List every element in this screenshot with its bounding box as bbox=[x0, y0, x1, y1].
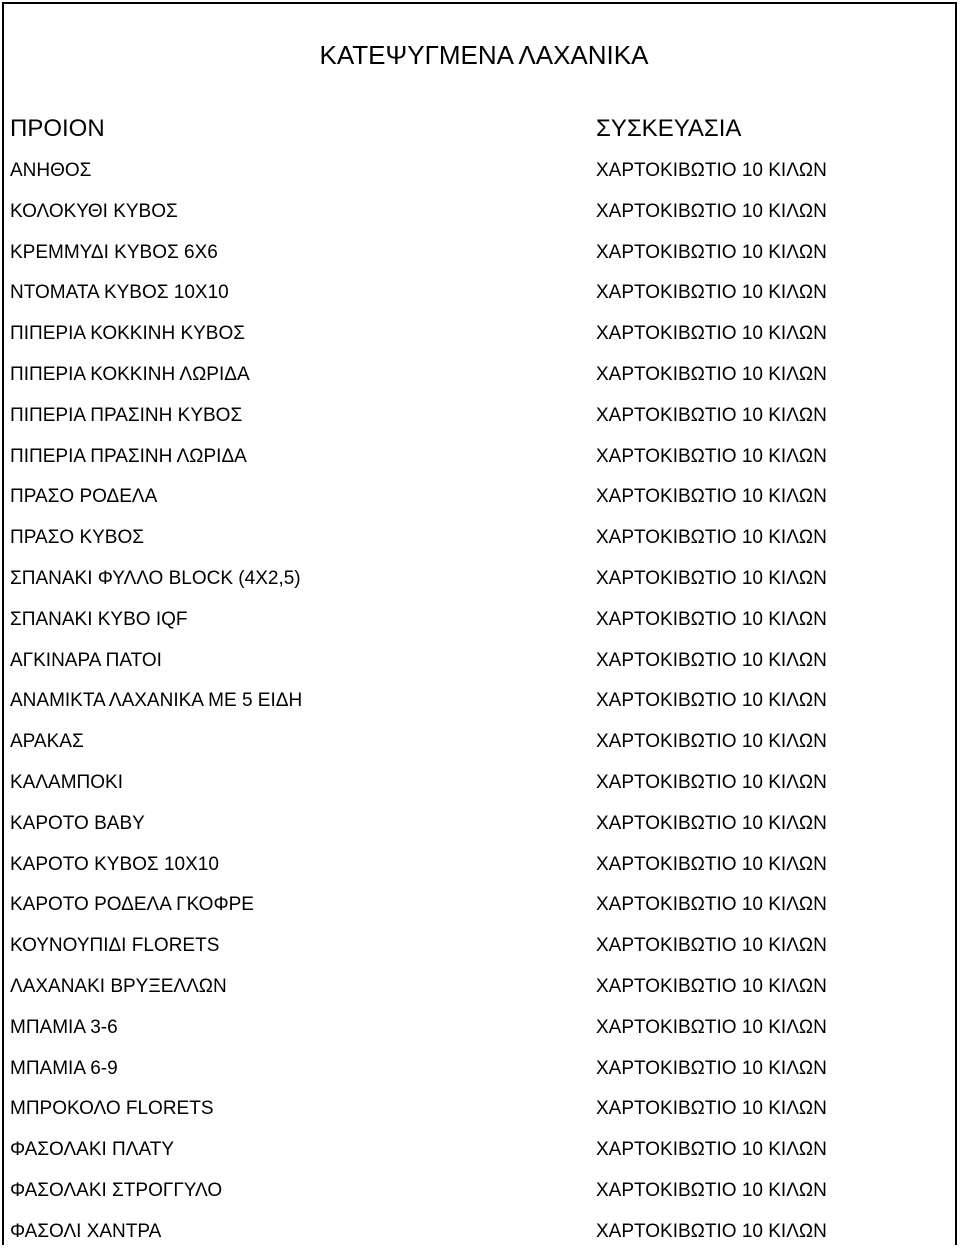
table-row bbox=[0, 236, 960, 277]
packaging-cell: ΧΑΡΤΟΚΙΒΩΤΙΟ 10 ΚΙΛΩΝ bbox=[596, 771, 827, 793]
product-name-cell: ΦΑΣΟΛΙ ΧΑΝΤΡΑ bbox=[10, 1220, 162, 1242]
table-row bbox=[0, 807, 960, 848]
packaging-cell: ΧΑΡΤΟΚΙΒΩΤΙΟ 10 ΚΙΛΩΝ bbox=[596, 323, 827, 345]
packaging-cell: ΧΑΡΤΟΚΙΒΩΤΙΟ 10 ΚΙΛΩΝ bbox=[596, 445, 827, 467]
packaging-cell: ΧΑΡΤΟΚΙΒΩΤΙΟ 10 ΚΙΛΩΝ bbox=[596, 608, 827, 630]
table-row bbox=[0, 195, 960, 236]
table-row bbox=[0, 521, 960, 562]
table-row bbox=[0, 440, 960, 481]
product-name-cell: ΑΝΗΘΟΣ bbox=[10, 160, 92, 181]
table-row bbox=[0, 766, 960, 807]
product-name-cell: ΚΑΡΟΤΟ ΡΟΔΕΛΑ ΓΚΟΦΡΕ bbox=[10, 894, 254, 916]
product-name-cell: ΑΓΚΙΝΑΡΑ ΠΑΤΟΙ bbox=[10, 649, 162, 671]
product-name-cell: ΝΤΟΜΑΤΑ ΚΥΒΟΣ 10Χ10 bbox=[10, 282, 229, 304]
product-name-cell: ΣΠΑΝΑΚΙ ΦΥΛΛΟ BLOCK (4X2,5) bbox=[10, 567, 301, 589]
product-name-cell: ΠΡΑΣΟ ΚΥΒΟΣ bbox=[10, 527, 145, 549]
packaging-cell: ΧΑΡΤΟΚΙΒΩΤΙΟ 10 ΚΙΛΩΝ bbox=[596, 935, 827, 957]
product-name-cell: ΠΙΠΕΡΙΑ ΠΡΑΣΙΝΗ ΚΥΒΟΣ bbox=[10, 404, 243, 426]
packaging-cell: ΧΑΡΤΟΚΙΒΩΤΙΟ 10 ΚΙΛΩΝ bbox=[596, 567, 827, 589]
packaging-cell: ΧΑΡΤΟΚΙΒΩΤΙΟ 10 ΚΙΛΩΝ bbox=[596, 1179, 827, 1201]
table-row bbox=[0, 644, 960, 685]
product-name-cell: ΚΡΕΜΜΥΔΙ ΚΥΒΟΣ 6Χ6 bbox=[10, 241, 218, 263]
product-name-cell: ΜΠΑΜΙΑ 6-9 bbox=[10, 1057, 118, 1079]
product-name-cell: ΠΙΠΕΡΙΑ ΠΡΑΣΙΝΗ ΛΩΡΙΔΑ bbox=[10, 445, 247, 467]
table-row bbox=[0, 1133, 960, 1174]
product-name-cell: ΚΑΡΟΤΟ BABY bbox=[10, 812, 145, 834]
product-name-cell: ΑΡΑΚΑΣ bbox=[10, 731, 84, 753]
packaging-cell: ΧΑΡΤΟΚΙΒΩΤΙΟ 10 ΚΙΛΩΝ bbox=[596, 853, 827, 875]
packaging-cell: ΧΑΡΤΟΚΙΒΩΤΙΟ 10 ΚΙΛΩΝ bbox=[596, 894, 827, 916]
product-name-cell: ΣΠΑΝΑΚΙ ΚΥΒΟ IQF bbox=[10, 608, 188, 630]
table-row bbox=[0, 1011, 960, 1052]
table-row bbox=[0, 358, 960, 399]
packaging-cell: ΧΑΡΤΟΚΙΒΩΤΙΟ 10 ΚΙΛΩΝ bbox=[596, 200, 827, 222]
packaging-cell: ΧΑΡΤΟΚΙΒΩΤΙΟ 10 ΚΙΛΩΝ bbox=[596, 1057, 827, 1079]
column-header-packaging: ΣΥΣΚΕΥΑΣΙΑ bbox=[596, 115, 742, 142]
product-name-cell: ΚΑΡΟΤΟ ΚΥΒΟΣ 10Χ10 bbox=[10, 853, 219, 875]
packaging-cell: ΧΑΡΤΟΚΙΒΩΤΙΟ 10 ΚΙΛΩΝ bbox=[596, 1016, 827, 1038]
table-row bbox=[0, 1174, 960, 1215]
table-row bbox=[0, 684, 960, 725]
table-row bbox=[0, 1052, 960, 1093]
product-name-cell: ΚΑΛΑΜΠΟΚΙ bbox=[10, 771, 123, 793]
table-row bbox=[0, 970, 960, 1011]
product-name-cell: ΚΟΛΟΚΥΘΙ ΚΥΒΟΣ bbox=[10, 200, 178, 222]
packaging-cell: ΧΑΡΤΟΚΙΒΩΤΙΟ 10 ΚΙΛΩΝ bbox=[596, 282, 827, 304]
packaging-cell: ΧΑΡΤΟΚΙΒΩΤΙΟ 10 ΚΙΛΩΝ bbox=[596, 975, 827, 997]
table-row bbox=[0, 603, 960, 644]
product-name-cell: ΦΑΣΟΛΑΚΙ ΠΛΑΤΥ bbox=[10, 1139, 175, 1161]
table-row bbox=[0, 317, 960, 358]
product-name-cell: ΛΑΧΑΝΑΚΙ ΒΡΥΞΕΛΛΩΝ bbox=[10, 975, 227, 997]
table-row bbox=[0, 276, 960, 317]
table-row bbox=[0, 399, 960, 440]
packaging-cell: ΧΑΡΤΟΚΙΒΩΤΙΟ 10 ΚΙΛΩΝ bbox=[596, 486, 827, 508]
column-header-product: ΠΡΟΙΟΝ bbox=[10, 115, 105, 142]
product-name-cell: ΚΟΥΝΟΥΠΙΔΙ FLORETS bbox=[10, 935, 220, 957]
packaging-cell: ΧΑΡΤΟΚΙΒΩΤΙΟ 10 ΚΙΛΩΝ bbox=[596, 241, 827, 263]
packaging-cell: ΧΑΡΤΟΚΙΒΩΤΙΟ 10 ΚΙΛΩΝ bbox=[596, 527, 827, 549]
table-row bbox=[0, 888, 960, 929]
table-row bbox=[0, 848, 960, 889]
product-name-cell: ΜΠΑΜΙΑ 3-6 bbox=[10, 1016, 118, 1038]
table-row bbox=[0, 562, 960, 603]
product-name-cell: ΦΑΣΟΛΑΚΙ ΣΤΡΟΓΓΥΛΟ bbox=[10, 1179, 223, 1201]
packaging-cell: ΧΑΡΤΟΚΙΒΩΤΙΟ 10 ΚΙΛΩΝ bbox=[596, 1098, 827, 1120]
packaging-cell: ΧΑΡΤΟΚΙΒΩΤΙΟ 10 ΚΙΛΩΝ bbox=[596, 690, 827, 712]
packaging-cell: ΧΑΡΤΟΚΙΒΩΤΙΟ 10 ΚΙΛΩΝ bbox=[596, 1139, 827, 1161]
product-name-cell: ΠΡΑΣΟ ΡΟΔΕΛΑ bbox=[10, 486, 158, 508]
packaging-cell: ΧΑΡΤΟΚΙΒΩΤΙΟ 10 ΚΙΛΩΝ bbox=[596, 1220, 827, 1242]
table-row bbox=[0, 154, 960, 195]
product-name-cell: ΑΝΑΜΙΚΤΑ ΛΑΧΑΝΙΚΑ ΜΕ 5 ΕΙΔΗ bbox=[10, 690, 303, 712]
packaging-cell: ΧΑΡΤΟΚΙΒΩΤΙΟ 10 ΚΙΛΩΝ bbox=[596, 160, 827, 181]
table-row bbox=[0, 1092, 960, 1133]
product-table bbox=[0, 154, 960, 1256]
packaging-cell: ΧΑΡΤΟΚΙΒΩΤΙΟ 10 ΚΙΛΩΝ bbox=[596, 363, 827, 385]
page-title: ΚΑΤΕΨΥΓΜΕΝΑ ΛΑΧΑΝΙΚΑ bbox=[319, 40, 649, 70]
product-name-cell: ΠΙΠΕΡΙΑ ΚΟΚΚΙΝΗ ΚΥΒΟΣ bbox=[10, 323, 246, 345]
table-row bbox=[0, 1215, 960, 1256]
table-row bbox=[0, 480, 960, 521]
packaging-cell: ΧΑΡΤΟΚΙΒΩΤΙΟ 10 ΚΙΛΩΝ bbox=[596, 404, 827, 426]
table-row bbox=[0, 725, 960, 766]
product-name-cell: ΜΠΡΟΚΟΛΟ FLORETS bbox=[10, 1098, 214, 1120]
packaging-cell: ΧΑΡΤΟΚΙΒΩΤΙΟ 10 ΚΙΛΩΝ bbox=[596, 649, 827, 671]
packaging-cell: ΧΑΡΤΟΚΙΒΩΤΙΟ 10 ΚΙΛΩΝ bbox=[596, 812, 827, 834]
product-name-cell: ΠΙΠΕΡΙΑ ΚΟΚΚΙΝΗ ΛΩΡΙΔΑ bbox=[10, 363, 250, 385]
packaging-cell: ΧΑΡΤΟΚΙΒΩΤΙΟ 10 ΚΙΛΩΝ bbox=[596, 731, 827, 753]
table-row bbox=[0, 929, 960, 970]
